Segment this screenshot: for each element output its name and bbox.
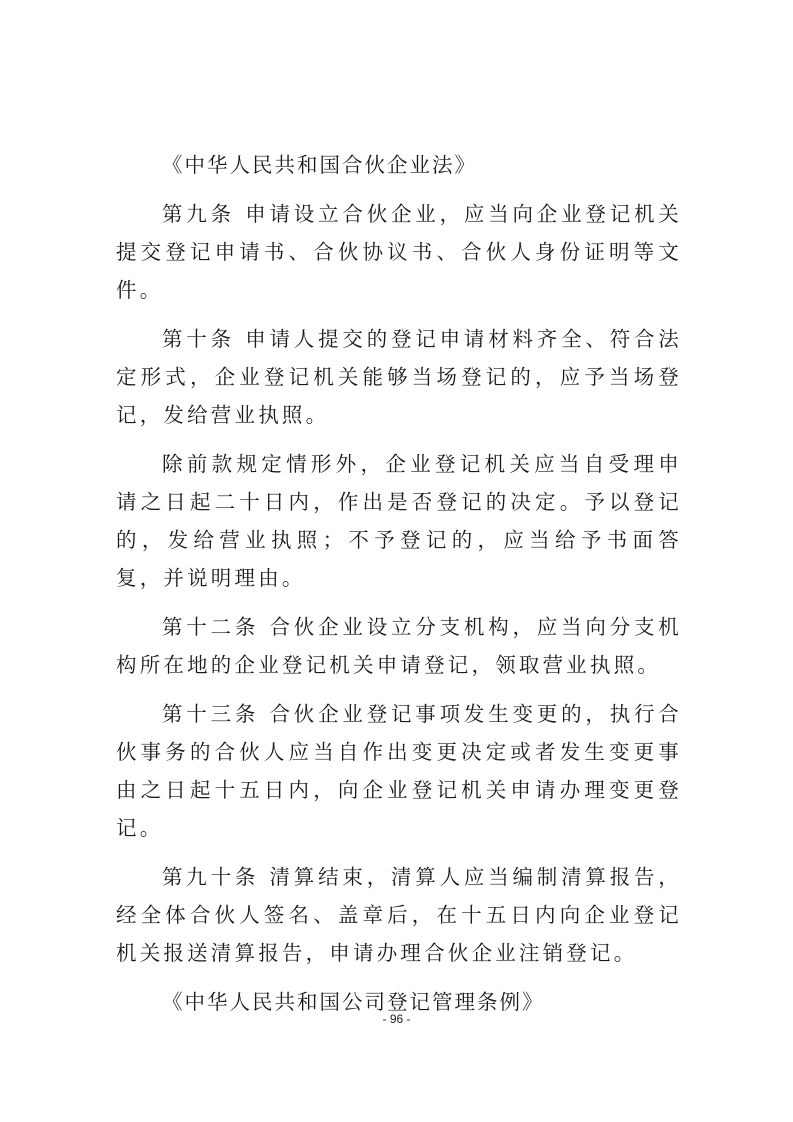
article-10-second-paragraph: 除前款规定情形外，企业登记机关应当自受理申请之日起二十日内，作出是否登记的决定。予以登记的，发给营业执照；不予登记的，应当给予书面答复，并说明理由。 (116, 452, 682, 590)
document-body (116, 146, 682, 1032)
article-90-paragraph: 第九十条 清算结束，清算人应当编制清算报告，经全体合伙人签名、盖章后，在十五日内向企业登记机关报送清算报告，申请办理合伙企业注销登记。 (116, 865, 682, 965)
article-12-paragraph: 第十二条 合伙企业设立分支机构，应当向分支机构所在地的企业登记机关申请登记，领取营业执照。 (116, 615, 682, 677)
law-title-company-registration: 《中华人民共和国公司登记管理条例》 (162, 990, 545, 1014)
law-title-partnership: 《中华人民共和国合伙企业法》 (162, 153, 477, 177)
page-number: - 96 - (382, 1012, 411, 1026)
article-9-paragraph: 第九条 申请设立合伙企业，应当向企业登记机关提交登记申请书、合伙协议书、合伙人身份证明等文件。 (116, 202, 682, 302)
article-13-paragraph: 第十三条 合伙企业登记事项发生变更的，执行合伙事务的合伙人应当自作出变更决定或者发生变更事由之日起十五日内，向企业登记机关申请办理变更登记。 (116, 702, 682, 840)
article-10-paragraph: 第十条 申请人提交的登记申请材料齐全、符合法定形式，企业登记机关能够当场登记的，应予当场登记，发给营业执照。 (116, 327, 682, 427)
